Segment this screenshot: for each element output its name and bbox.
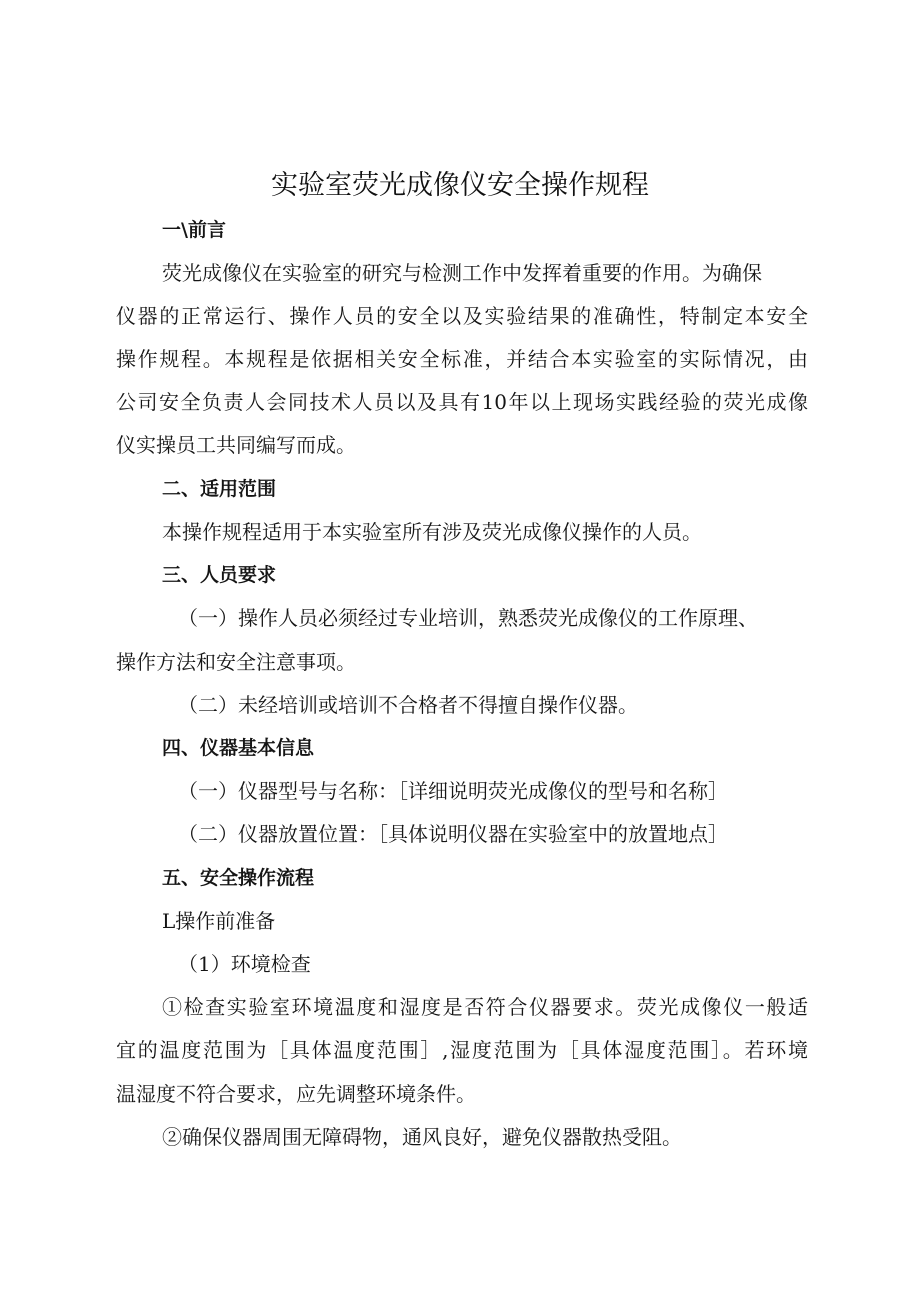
section-heading-preface: 一\前言 <box>162 219 226 241</box>
paragraph-line: （一）操作人员必须经过专业培训，熟悉荧光成像仪的工作原理、 <box>178 606 758 630</box>
section-heading-personnel: 三、人员要求 <box>162 564 277 586</box>
paragraph-line: 操作方法和安全注意事项。 <box>116 650 356 674</box>
paragraph-line: ②确保仪器周围无障碍物，通风良好，避免仪器散热受阻。 <box>162 1125 682 1149</box>
paragraph-line: 宜的温度范围为［具体温度范围］,湿度范围为［具体湿度范围］。若环境 <box>116 1038 808 1062</box>
paragraph-line: （二）未经培训或培训不合格者不得擅自操作仪器。 <box>178 693 638 717</box>
paragraph-line: （二）仪器放置位置：［具体说明仪器在实验室中的放置地点］ <box>178 822 728 846</box>
paragraph-line: 温湿度不符合要求，应先调整环境条件。 <box>116 1082 476 1106</box>
paragraph-line: 荧光成像仪在实验室的研究与检测工作中发挥着重要的作用。为确保 <box>162 261 762 285</box>
section-heading-operation-flow: 五、安全操作流程 <box>162 867 315 889</box>
document-title: 实验室荧光成像仪安全操作规程 <box>271 170 649 201</box>
paragraph-line: 仪实操员工共同编写而成。 <box>116 433 356 457</box>
subheading-preparation: L操作前准备 <box>162 909 276 933</box>
section-heading-instrument-info: 四、仪器基本信息 <box>162 737 315 759</box>
paragraph-line: 操作规程。本规程是依据相关安全标准，并结合本实验室的实际情况，由 <box>116 347 808 371</box>
paragraph-line: 仪器的正常运行、操作人员的安全以及实验结果的准确性，特制定本安全 <box>116 304 808 328</box>
paragraph-line: 公司安全负责人会同技术人员以及具有10年以上现场实践经验的荧光成像 <box>116 390 808 414</box>
paragraph-line: ①检查实验室环境温度和湿度是否符合仪器要求。荧光成像仪一般适 <box>162 995 808 1019</box>
paragraph-line: （一）仪器型号与名称：［详细说明荧光成像仪的型号和名称］ <box>178 779 728 803</box>
section-heading-scope: 二、适用范围 <box>162 478 277 500</box>
paragraph-line: 本操作规程适用于本实验室所有涉及荧光成像仪操作的人员。 <box>162 520 702 544</box>
subheading-environment-check: （1）环境检查 <box>178 952 311 976</box>
